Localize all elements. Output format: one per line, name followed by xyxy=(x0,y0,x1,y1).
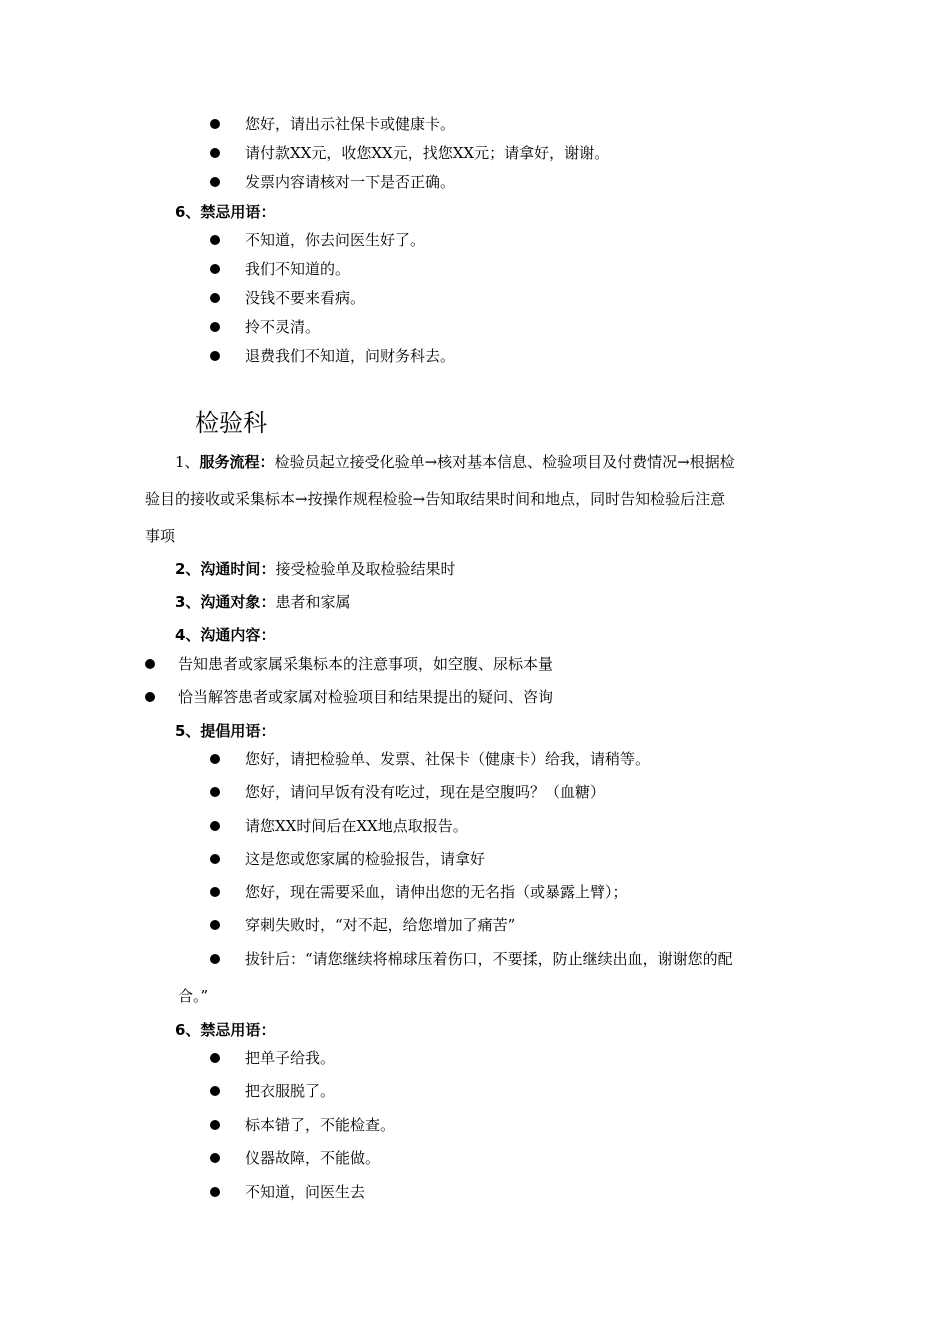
bullet-icon xyxy=(210,1153,220,1163)
bullet-icon xyxy=(210,1086,220,1096)
list-item: 您好，请问早饭有没有吃过，现在是空腹吗？（血糖） xyxy=(245,783,606,801)
section-title: 检验科 xyxy=(195,409,267,437)
list-item: 不知道，问医生去 xyxy=(245,1183,366,1201)
bullet-icon xyxy=(210,787,220,797)
bullet-icon xyxy=(210,322,220,332)
comm-target-value: 患者和家属 xyxy=(275,593,351,611)
bullet-icon xyxy=(210,854,220,864)
list-item: 这是您或您家属的检验报告，请拿好 xyxy=(245,850,486,868)
list-item: 您好，现在需要采血，请伸出您的无名指（或暴露上臂）； xyxy=(245,883,628,901)
recommended-label: 5、提倡用语： xyxy=(175,722,276,740)
flow-line-1 xyxy=(175,452,735,472)
list-item: 告知患者或家属采集标本的注意事项，如空腹、尿标本量 xyxy=(178,655,554,673)
list-item: 您好，请把检验单、发票、社保卡（健康卡）给我，请稍等。 xyxy=(245,750,651,768)
bullet-icon xyxy=(210,954,220,964)
list-item: 发票内容请核对一下是否正确。 xyxy=(245,173,456,191)
bullet-icon xyxy=(210,1120,220,1130)
flow-line-3: 事项 xyxy=(145,527,176,545)
list-item: 请付款XX元，收您XX元，找您XX元；请拿好，谢谢。 xyxy=(245,144,610,162)
bullet-icon xyxy=(210,1187,220,1197)
bullet-icon xyxy=(210,148,220,158)
list-item: 我们不知道的。 xyxy=(245,260,351,278)
comm-time-value: 接受检验单及取检验结果时 xyxy=(275,560,456,578)
list-item: 请您XX时间后在XX地点取报告。 xyxy=(245,817,468,835)
list-item: 拔针后：“请您继续将棉球压着伤口，不要揉，防止继续出血，谢谢您的配 xyxy=(245,950,733,968)
comm-content-label: 4、沟通内容： xyxy=(175,626,276,644)
list-item: 不知道，你去问医生好了。 xyxy=(245,231,426,249)
bullet-icon xyxy=(210,920,220,930)
bullet-icon xyxy=(210,351,220,361)
comm-time xyxy=(175,559,455,579)
list-item-continuation: 合。” xyxy=(178,987,209,1005)
list-item: 穿刺失败时，“对不起，给您增加了痛苦” xyxy=(245,916,516,934)
list-item: 恰当解答患者或家属对检验项目和结果提出的疑问、咨询 xyxy=(178,688,554,706)
flow-number: 1、 xyxy=(175,453,200,471)
list-item: 把衣服脱了。 xyxy=(245,1082,336,1100)
list-item: 拎不灵清。 xyxy=(245,318,321,336)
flow-label: 服务流程： xyxy=(199,453,275,471)
bullet-icon xyxy=(145,659,155,669)
bullet-icon xyxy=(210,177,220,187)
bullet-icon xyxy=(210,887,220,897)
bullet-icon xyxy=(210,293,220,303)
bullet-icon xyxy=(210,264,220,274)
list-item: 您好，请出示社保卡或健康卡。 xyxy=(245,115,456,133)
bullet-icon xyxy=(145,692,155,702)
list-item: 标本错了，不能检查。 xyxy=(245,1116,396,1134)
flow-line-2: 验目的接收或采集标本→按操作规程检验→告知取结果时间和地点，同时告知检验后注意 xyxy=(145,490,726,508)
flow-text: 检验员起立接受化验单→核对基本信息、检验项目及付费情况→根据检 xyxy=(274,453,735,471)
bullet-icon xyxy=(210,235,220,245)
bullet-icon xyxy=(210,119,220,129)
bullet-icon xyxy=(210,754,220,764)
list-item: 仪器故障，不能做。 xyxy=(245,1149,381,1167)
forbidden-label: 6、禁忌用语： xyxy=(175,1021,276,1039)
list-item: 没钱不要来看病。 xyxy=(245,289,366,307)
comm-target-label: 3、沟通对象： xyxy=(175,593,276,611)
list-item: 把单子给我。 xyxy=(245,1049,336,1067)
forbidden-heading: 6、禁忌用语： xyxy=(175,203,276,221)
list-item: 退费我们不知道，问财务科去。 xyxy=(245,347,456,365)
bullet-icon xyxy=(210,821,220,831)
comm-target xyxy=(175,592,350,612)
bullet-icon xyxy=(210,1053,220,1063)
comm-time-label: 2、沟通时间： xyxy=(175,560,276,578)
